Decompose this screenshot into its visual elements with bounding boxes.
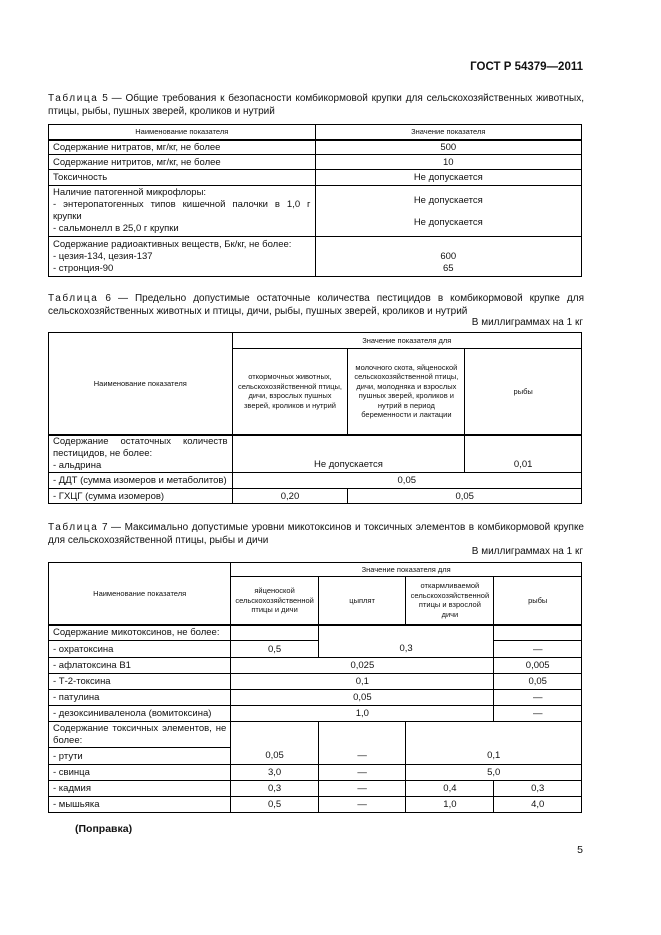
table7-sub-fish: рыбы (494, 577, 582, 625)
table6-sub-fish: рыбы (465, 349, 582, 435)
table7-lead-v34: 5,0 (406, 765, 582, 781)
table6-hch-value-23: 0,05 (348, 489, 582, 504)
table5-pathogen-ecoli: - энтеропатогенных типов кишечной палочки в 1,0 г крупки (53, 199, 311, 222)
table7-arsenic-v1: 0,5 (231, 797, 319, 813)
table5-row-value: 10 (315, 155, 581, 170)
table5-caption-label: Таблица (48, 93, 99, 104)
document-header: ГОСТ Р 54379—2011 (470, 61, 583, 73)
table7-ochratoxin-v23: 0,3 (318, 641, 494, 658)
table6-aldrin: - альдрина (53, 459, 102, 471)
table6-units: В миллиграммах на 1 кг (471, 317, 583, 328)
table5-row-name: Токсичность (49, 170, 316, 186)
table7-t2toxin-v: 0,1 (231, 674, 494, 690)
table7-patulin-v4: — (494, 690, 582, 706)
table6-caption (48, 292, 584, 318)
table5-radio-cesium: - цезия-134, цезия-137 (53, 250, 153, 262)
table7-group-header: Значение показателя для (231, 563, 582, 577)
amendment-note: (Поправка) (75, 823, 133, 835)
table6-ddt-value: 0,05 (232, 473, 581, 489)
table6-group-header: Значение показателя для (232, 333, 581, 349)
table5-radio-title: Содержание радиоактивных веществ, Бк/кг, не более: (53, 238, 292, 250)
table6-hch: - ГХЦГ (сумма изомеров) (49, 489, 233, 504)
table7-ochratoxin-v1: 0,5 (231, 641, 319, 658)
table7-sub-laying: яйценоской сельскохозяйственной птицы и дичи (231, 577, 319, 625)
table5-pathogen-value-1: Не допускается (413, 194, 483, 206)
table7-col-name: Наименование показателя (49, 563, 231, 625)
table7-ochratoxin-v4: — (494, 641, 582, 658)
table6-aldrin-value-fish: 0,01 (465, 435, 582, 473)
table6-aldrin-value-12: Не допускается (232, 435, 465, 473)
table7-cadmium-v3: 0,4 (406, 781, 494, 797)
table7-patulin-v: 0,05 (231, 690, 494, 706)
table5-row-name: Содержание нитратов, мг/кг, не более (49, 140, 316, 155)
table7-cadmium-v4: 0,3 (494, 781, 582, 797)
page-number: 5 (577, 844, 583, 856)
table5-row-value: Не допускается (315, 170, 581, 186)
table6-hch-value-1: 0,20 (232, 489, 348, 504)
table5-radio-value-2: 65 (442, 263, 454, 274)
table7-arsenic: - мышьяка (49, 797, 231, 813)
table6-caption-text: 6 — Предельно допустимые остаточные количества пестицидов в комбикормовой крупке для сельскохозяйственных животных и птицы, дичи, рыбы, пушных зверей, кроликов и нутрий (48, 293, 585, 317)
table6-col-name: Наименование показателя (49, 333, 233, 435)
table7-lead: - свинца (49, 765, 231, 781)
table7-ochratoxin: - охратоксина (49, 641, 231, 658)
table7-aflatoxin-v4: 0,005 (494, 658, 582, 674)
table7-myco-title: Содержание микотоксинов, не более: (49, 625, 231, 641)
table7-mercury-v2: — (318, 748, 406, 765)
table5-col-name: Наименование показателя (49, 125, 316, 140)
table7-units: В миллиграммах на 1 кг (471, 546, 583, 557)
table6-caption-label: Таблица (48, 293, 99, 304)
table5-radio-strontium: - стронция-90 (53, 262, 114, 274)
table7-lead-v2: — (318, 765, 406, 781)
table5-caption-text: 5 — Общие требования к безопасности комбикормовой крупки для сельскохозяйственных животных, птицы, рыбы, пушных зверей, кроликов и нутрий (48, 93, 585, 117)
table7-deoxynivalenol-v4: — (494, 706, 582, 722)
table5 (48, 124, 582, 277)
table5-pathogen-values (315, 186, 581, 237)
table7-arsenic-v3: 1,0 (406, 797, 494, 813)
table7-cadmium-v1: 0,3 (231, 781, 319, 797)
table7-aflatoxin-v: 0,025 (231, 658, 494, 674)
table7-arsenic-v2: — (318, 797, 406, 813)
table6-sub-dairy: молочного скота, яйценоской сельскохозяйственной птицы, дичи, молодняка и взрослых пушных зверей, кроликов и нутрий в период беременности и лактации (348, 349, 465, 435)
table6-pesticides-title: Содержание остаточных количеств пестицидов, не более: (53, 435, 228, 459)
table5-radio-cell (49, 237, 316, 277)
table5-pathogen-title: Наличие патогенной микрофлоры: (53, 187, 207, 198)
table7-patulin: - патулина (49, 690, 231, 706)
table5-pathogen-cell (49, 186, 316, 237)
table7-mercury-v1: 0,05 (231, 748, 319, 765)
table7-mercury-v34: 0,1 (406, 748, 582, 765)
table7-caption (48, 521, 584, 547)
table7-t2toxin-v4: 0,05 (494, 674, 582, 690)
table7-cadmium-v2: — (318, 781, 406, 797)
table7-sub-fattening: откармливаемой сельскохозяйственной птицы и взрослой дичи (406, 577, 494, 625)
table5-caption (48, 92, 584, 118)
table7-deoxynivalenol: - дезоксиниваленола (вомитоксина) (49, 706, 231, 722)
table5-col-value: Значение показателя (315, 125, 581, 140)
table7-aflatoxin: - афлатоксина В1 (49, 658, 231, 674)
table7-caption-text: 7 — Максимально допустимые уровни микотоксинов и токсичных элементов в комбикормовой крупке для сельскохозяйственной птицы, рыбы и дичи (48, 522, 584, 546)
table5-radio-value-1: 600 (440, 251, 457, 262)
table7-t2toxin: - Т-2-токсина (49, 674, 231, 690)
table5-row-value: 500 (315, 140, 581, 155)
table7-deoxynivalenol-v: 1,0 (231, 706, 494, 722)
table5-pathogen-value-2: Не допускается (413, 216, 483, 228)
table7-sub-chicks: цыплят (318, 577, 406, 625)
table7-caption-label: Таблица (48, 522, 99, 533)
table5-row-name: Содержание нитритов, мг/кг, не более (49, 155, 316, 170)
table7 (48, 562, 582, 813)
table7-mercury: - ртути (49, 748, 231, 765)
table7-lead-v1: 3,0 (231, 765, 319, 781)
table6 (48, 332, 582, 504)
table5-pathogen-salmonella: - сальмонелл в 25,0 г крупки (53, 223, 179, 234)
table6-aldrin-cell (49, 435, 233, 473)
table5-radio-values (315, 237, 581, 277)
table6-sub-fattening: откормочных животных, сельскохозяйственной птицы, дичи, взрослых пушных зверей, кроликов и нутрий (232, 349, 348, 435)
table7-arsenic-v4: 4,0 (494, 797, 582, 813)
table7-cadmium: - кадмия (49, 781, 231, 797)
table6-ddt: - ДДТ (сумма изомеров и метаболитов) (49, 473, 233, 489)
table7-toxic-title: Содержание токсичных элементов, не более: (49, 722, 231, 748)
